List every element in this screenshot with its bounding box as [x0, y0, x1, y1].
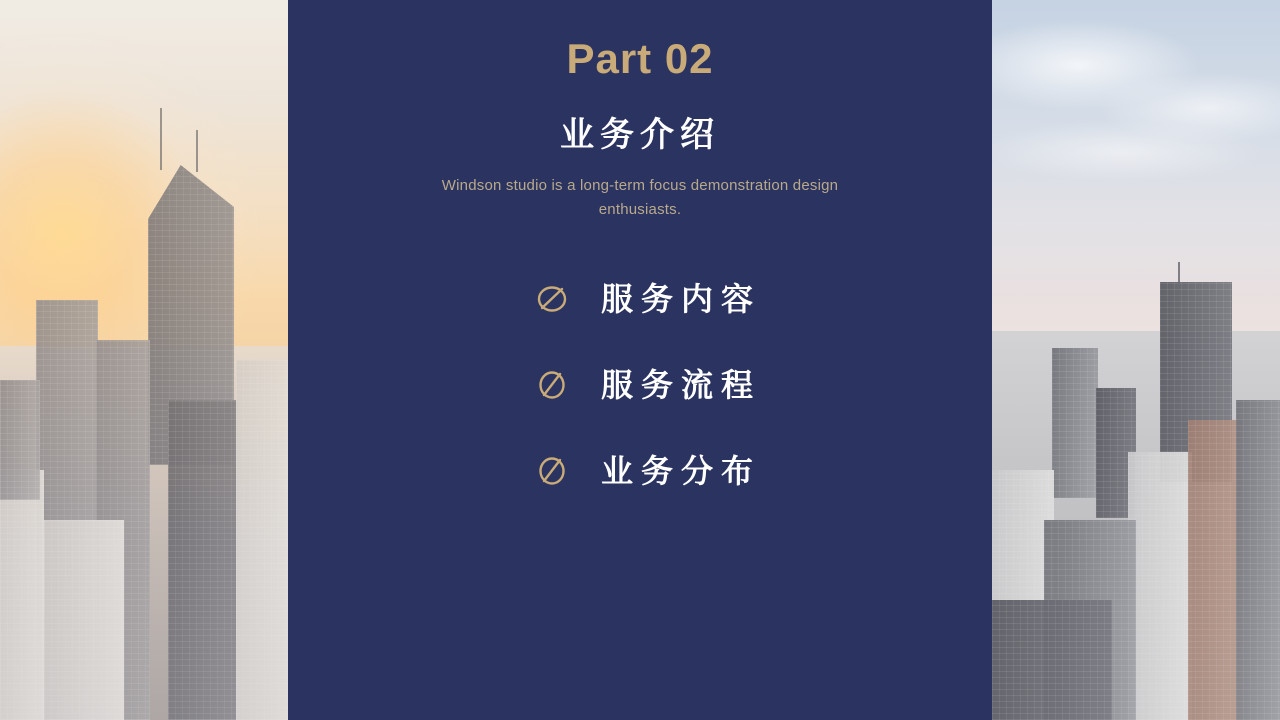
circle-slash-icon	[533, 366, 571, 404]
agenda-item-label: 服务内容	[600, 281, 761, 317]
agenda-item-label: 业务分布	[600, 453, 761, 489]
left-city-photo	[0, 0, 288, 720]
part-number-label: Part 02	[566, 35, 714, 82]
agenda-item-label: 服务流程	[600, 367, 761, 403]
section-title: 业务介绍	[560, 116, 720, 154]
atmospheric-haze	[0, 0, 288, 720]
agenda-item-2[interactable]	[519, 366, 761, 404]
agenda-item-3[interactable]	[519, 452, 761, 490]
section-subtitle: Windson studio is a long-term focus demonstration design enthusiasts.	[441, 177, 839, 218]
center-content-panel	[288, 0, 992, 720]
circle-slash-icon	[533, 452, 571, 490]
circle-slash-icon	[533, 280, 571, 318]
right-city-photo	[992, 0, 1280, 720]
atmospheric-haze	[992, 0, 1280, 720]
agenda-list	[519, 280, 761, 490]
agenda-item-1[interactable]	[519, 280, 761, 318]
